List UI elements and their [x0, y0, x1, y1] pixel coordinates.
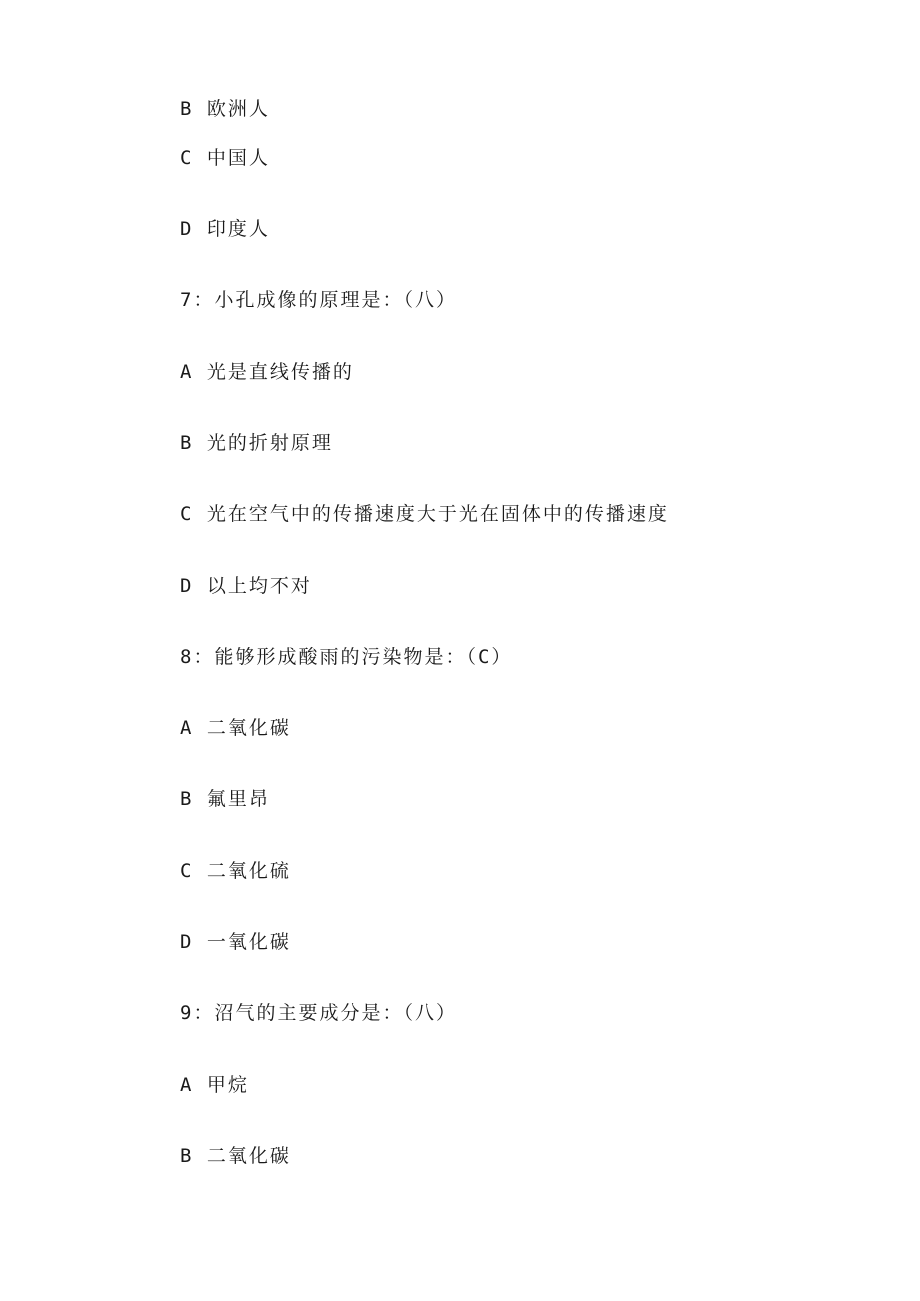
q8-option-c: C 二氧化硫 — [180, 860, 291, 882]
q9-option-b: B 二氧化碳 — [180, 1145, 291, 1167]
q8-option-b: B 氟里昂 — [180, 788, 270, 810]
question-7: 7：小孔成像的原理是：（八） — [180, 289, 457, 311]
q7-option-b: B 光的折射原理 — [180, 432, 333, 454]
q9-option-a: A 甲烷 — [180, 1074, 249, 1096]
option-d-indians: D 印度人 — [180, 218, 270, 240]
q8-option-a: A 二氧化碳 — [180, 717, 291, 739]
question-9: 9：沼气的主要成分是：（八） — [180, 1002, 457, 1024]
q7-option-a: A 光是直线传播的 — [180, 361, 354, 383]
q7-option-c: C 光在空气中的传播速度大于光在固体中的传播速度 — [180, 503, 669, 525]
option-b-europeans: B 欧洲人 — [180, 98, 270, 120]
question-8: 8：能够形成酸雨的污染物是：（C） — [180, 646, 513, 668]
q8-option-d: D 一氧化碳 — [180, 931, 291, 953]
option-c-chinese: C 中国人 — [180, 147, 270, 169]
q7-option-d: D 以上均不对 — [180, 575, 312, 597]
